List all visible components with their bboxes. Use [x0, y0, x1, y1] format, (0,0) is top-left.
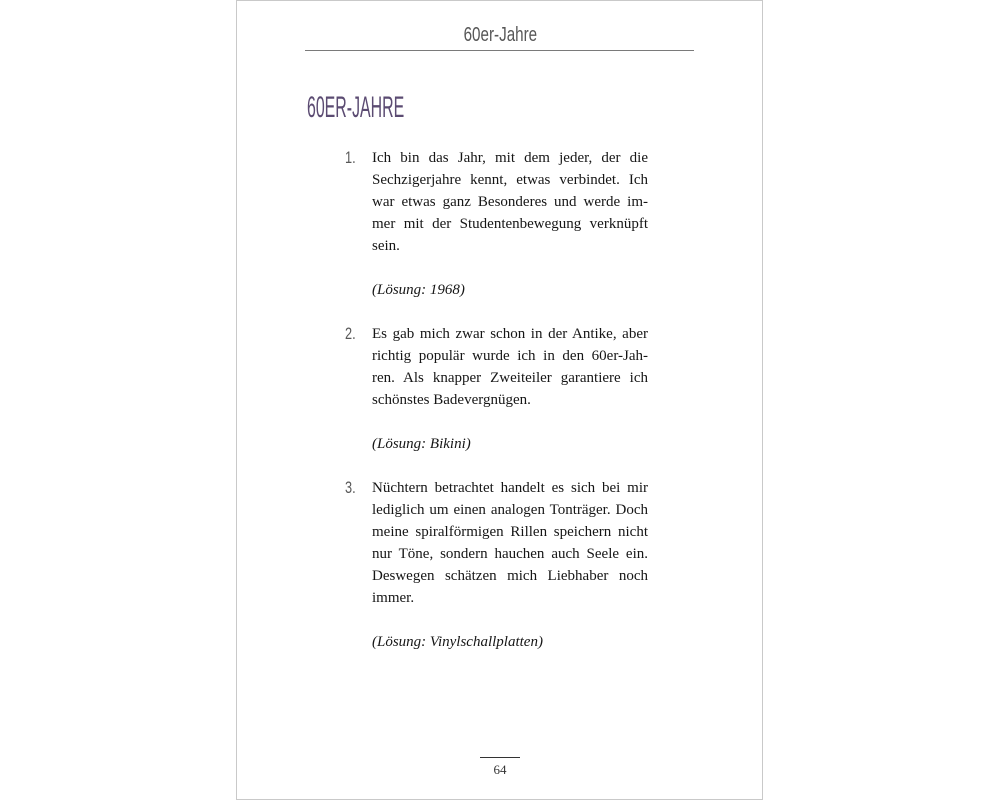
running-head: [0, 22, 1000, 50]
riddle-text-line: Ich bin das Jahr, mit dem jeder, der die: [372, 150, 648, 166]
riddle-text-line: nur Töne, sondern hauchen auch Seele ein.: [372, 546, 648, 562]
riddle-text-line: Sechzigerjahre kennt, etwas verbindet. Ich: [372, 172, 648, 188]
riddle-text-line: ren. Als knapper Zweiteiler garantiere ich: [372, 370, 648, 386]
running-head-text: 60er-Jahre: [463, 24, 537, 46]
riddle-item: [345, 323, 648, 455]
riddle-text-line: immer.: [372, 590, 415, 606]
riddle-text-line: Deswegen schätzen mich Liebhaber noch: [372, 568, 648, 584]
riddle-solution: (Lösung: Vinylschallplatten): [372, 634, 543, 650]
chapter-title: 60ER-JAHRE: [307, 91, 405, 124]
riddle-text-line: mer mit der Studentenbewegung verknüpft: [372, 216, 648, 232]
riddle-text-line: Es gab mich zwar schon in der Antike, aber: [372, 326, 648, 342]
riddle-text-line: sein.: [372, 238, 400, 254]
riddle-text-line: meine spiralförmigen Rillen speichern nicht: [372, 524, 648, 540]
page-number: 64: [493, 762, 507, 777]
riddle-number: 3.: [345, 478, 356, 497]
riddle-text-line: schönstes Badevergnügen.: [372, 392, 531, 408]
riddle-text-line: war etwas ganz Besonderes und werde im-: [372, 194, 648, 210]
riddle-text-line: richtig populär wurde ich in den 60er-Jah-: [372, 348, 648, 364]
running-head-rule: [305, 50, 694, 51]
riddle-number: 2.: [345, 324, 356, 343]
riddle-text-line: lediglich um einen analogen Tonträger. Doch: [372, 502, 648, 518]
riddle-solution: (Lösung: 1968): [372, 282, 465, 298]
footer-rule: [480, 757, 520, 758]
riddle-item: [345, 147, 648, 301]
riddle-text-line: Nüchtern betrachtet handelt es sich bei mir: [372, 480, 648, 496]
riddle-number: 1.: [345, 148, 356, 167]
riddle-solution: (Lösung: Bikini): [372, 436, 471, 452]
riddle-list: [345, 147, 648, 653]
riddle-item: [345, 477, 648, 653]
